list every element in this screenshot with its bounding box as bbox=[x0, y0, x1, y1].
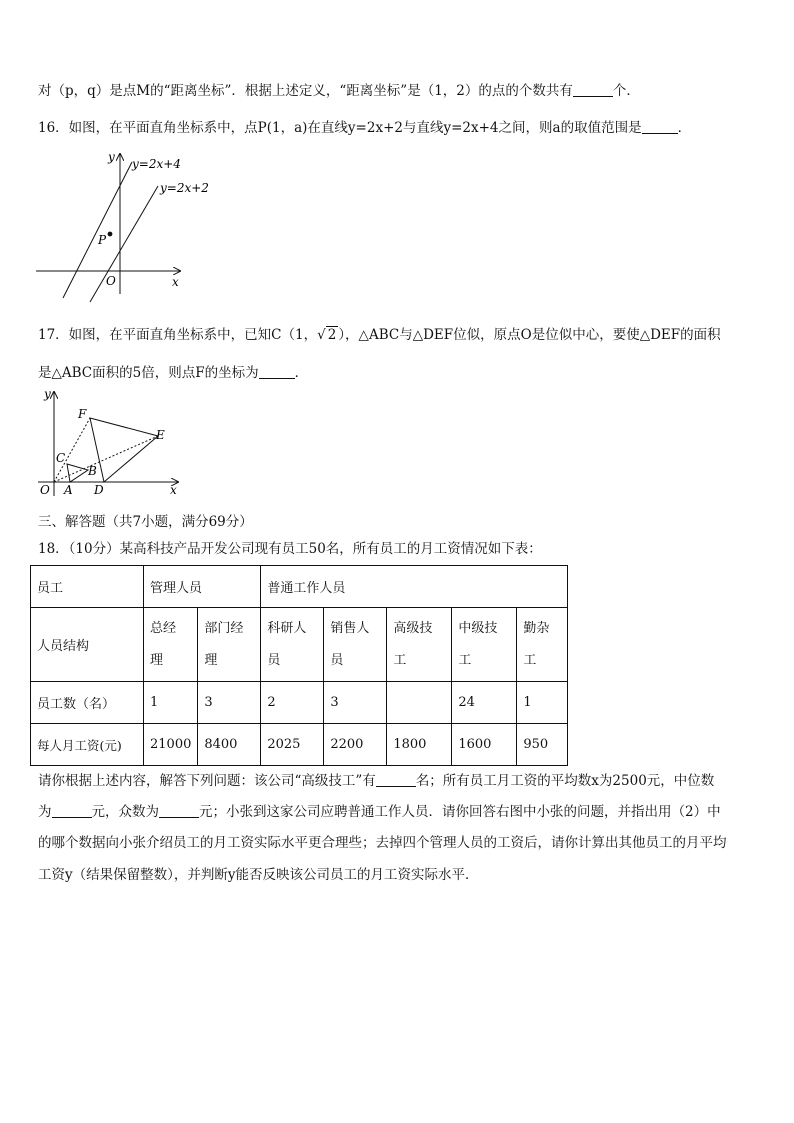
cell-count-3: 3 bbox=[324, 682, 387, 724]
cell-general-staff: 普通工作人员 bbox=[261, 566, 568, 608]
triangle-def bbox=[90, 418, 158, 482]
q15-text: 对（p，q）是点M的“距离坐标”．根据上述定义，“距离坐标”是（1，2）的点的个数共有 bbox=[38, 83, 573, 99]
q18-para-line1: 请你根据上述内容，解答下列问题：该公司“高级技工”有 名；所有员工月工资的平均数x为2500元，中位数 bbox=[38, 773, 715, 789]
q16-figure bbox=[30, 146, 230, 306]
q18-blank-median bbox=[52, 805, 92, 818]
cell-wage-5: 1600 bbox=[452, 724, 517, 766]
label-c: C bbox=[56, 451, 66, 465]
cell-count-5: 24 bbox=[452, 682, 517, 724]
cell-struct-0: 总经 理 bbox=[144, 608, 198, 682]
dashed-o-e bbox=[54, 436, 158, 482]
q15-tail-line bbox=[38, 82, 640, 100]
label-f: F bbox=[78, 407, 87, 421]
cell-struct-6: 勤杂 工 bbox=[517, 608, 568, 682]
point-p-label: P bbox=[98, 233, 107, 247]
cell-structure-label: 人员结构 bbox=[31, 608, 144, 682]
line-2x-plus-4 bbox=[63, 162, 132, 298]
label-d: D bbox=[94, 483, 104, 497]
label-b: B bbox=[88, 464, 97, 478]
q18-para-line3: 的哪个数据向小张介绍员工的月工资实际水平更合理些；去掉四个管理人员的工资后，请你计算出其他员工的月平均 bbox=[38, 835, 727, 851]
cell-employee: 员工 bbox=[31, 566, 144, 608]
q17-line2: 是△ABC面积的5倍，则点F的坐标为 ． bbox=[38, 365, 309, 381]
y-axis-label: y bbox=[44, 387, 51, 401]
q17-answer-blank bbox=[259, 366, 295, 379]
q17-figure bbox=[30, 386, 190, 501]
q16-question: 16．如图，在平面直角坐标系中，点P(1，a)在直线y=2x+2与直线y=2x+4之间，则a的取值范围是 ． bbox=[38, 120, 692, 136]
cell-count-6: 1 bbox=[517, 682, 568, 724]
cell-count-0: 1 bbox=[144, 682, 198, 724]
cell-wage-1: 8400 bbox=[198, 724, 261, 766]
cell-wage-4: 1800 bbox=[387, 724, 452, 766]
table-row-count bbox=[31, 682, 568, 724]
cell-wage-label: 每人月工资(元) bbox=[31, 724, 144, 766]
origin-label: O bbox=[40, 483, 50, 497]
origin-label: O bbox=[106, 274, 116, 288]
cell-struct-3: 销售人 员 bbox=[324, 608, 387, 682]
q18-intro: 18．（10分）某高科技产品开发公司现有员工50名，所有员工的月工资情况如下表： bbox=[38, 541, 542, 557]
q16-text: 16．如图，在平面直角坐标系中，点P(1，a)在直线y=2x+2与直线y=2x+4之间，则a的取值范围是 bbox=[38, 120, 642, 136]
q15-end: 个． bbox=[612, 83, 640, 99]
cell-wage-2: 2025 bbox=[261, 724, 324, 766]
cell-struct-5: 中级技 工 bbox=[452, 608, 517, 682]
q18-para-line4: 工资y（结果保留整数），并判断y能否反映该公司员工的月工资实际水平． bbox=[38, 867, 479, 883]
q18-blank-mode bbox=[159, 805, 199, 818]
sqrt-symbol: √ bbox=[317, 327, 326, 343]
section-3-heading: 三、解答题（共7小题，满分69分） bbox=[38, 514, 253, 530]
q17-line1: 17．如图，在平面直角坐标系中，已知C（1，√ 2 ），△ABC与△DEF位似，原点O是位似中心，要使△DEF的面积 bbox=[38, 327, 721, 343]
cell-count-1: 3 bbox=[198, 682, 261, 724]
y-axis-label: y bbox=[108, 150, 115, 164]
table-row-header bbox=[31, 566, 568, 608]
q15-answer-blank bbox=[573, 84, 613, 97]
cell-struct-4: 高级技 工 bbox=[387, 608, 452, 682]
line2-label: y=2x+2 bbox=[160, 181, 209, 195]
cell-wage-0: 21000 bbox=[144, 724, 198, 766]
cell-count-4 bbox=[387, 682, 452, 724]
cell-wage-6: 950 bbox=[517, 724, 568, 766]
label-a: A bbox=[64, 483, 73, 497]
x-axis-label: x bbox=[172, 275, 179, 289]
cell-struct-2: 科研人 员 bbox=[261, 608, 324, 682]
cell-struct-1: 部门经 理 bbox=[198, 608, 261, 682]
triangle-abc bbox=[67, 464, 88, 482]
cell-count-label: 员工数（名） bbox=[31, 682, 144, 724]
q16-answer-blank bbox=[642, 121, 678, 134]
x-axis-label: x bbox=[170, 483, 177, 497]
point-p bbox=[108, 232, 113, 237]
q18-blank-senior bbox=[376, 774, 416, 787]
cell-management: 管理人员 bbox=[144, 566, 261, 608]
table-row-structure bbox=[31, 608, 568, 682]
cell-count-2: 2 bbox=[261, 682, 324, 724]
line1-label: y=2x+4 bbox=[132, 157, 181, 171]
wage-table bbox=[30, 565, 568, 766]
cell-wage-3: 2200 bbox=[324, 724, 387, 766]
sqrt-radicand: 2 bbox=[327, 327, 337, 343]
q18-para-line2: 为 元，众数为 元；小张到这家公司应聘普通工作人员．请你回答右图中小张的问题，并指出用（2）中 bbox=[38, 804, 721, 820]
table-row-wage bbox=[31, 724, 568, 766]
label-e: E bbox=[156, 428, 165, 442]
